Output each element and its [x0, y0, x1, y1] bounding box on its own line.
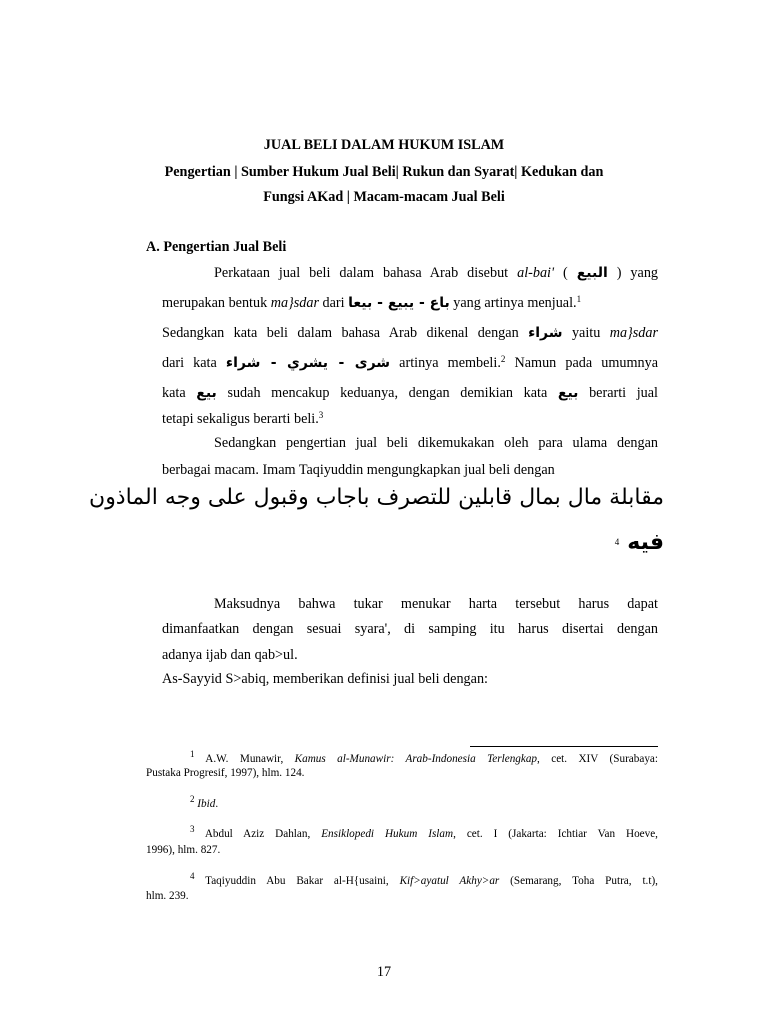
footnote-1-line-2: Pustaka Progresif, 1997), hlm. 124.: [146, 767, 305, 779]
page-number: 17: [376, 964, 392, 980]
arabic-word: شرى - يشري - شراء: [225, 355, 391, 371]
page-title: JUAL BELI DALAM HUKUM ISLAM: [263, 137, 505, 153]
paragraph-2-line-2: berbagai macam. Imam Taqiyuddin mengungkapkan jual beli dengan: [162, 462, 555, 478]
footnote-1-line-1: $^1$ A.W. Munawir, Kamus al-Munawir: Arab-Indonesia Terlengkap, cet. XIV (Surabaya:: [190, 749, 658, 765]
arabic-word: شراء: [528, 325, 563, 341]
footnote-ref-1: 1: [576, 294, 582, 304]
paragraph-2-line-1: Sedangkan pengertian jual beli dikemukakan oleh para ulama dengan: [214, 435, 658, 451]
subtitle-line-1: Pengertian | Sumber Hukum Jual Beli| Rukun dan Syarat| Kedukan dan: [164, 164, 604, 180]
paragraph-3-line-3: adanya ijab dan qab>ul.: [162, 647, 298, 663]
paragraph-1-line-4: dari kata شرى - يشري - شراء artinya membeli.$^2$ Namun pada umumnya: [162, 354, 658, 371]
paragraph-3-line-2: dimanfaatkan dengan sesuai syara', di samping itu harus disertai dengan: [162, 621, 658, 637]
paragraph-3-line-1: Maksudnya bahwa tukar menukar harta tersebut harus dapat: [214, 596, 658, 612]
arabic-word: البيع: [576, 265, 608, 281]
footnote-2: $^2$ Ibid.: [190, 794, 219, 810]
footnote-ref-2: 2: [500, 354, 506, 364]
footnote-ref-3: 3: [318, 410, 324, 420]
arabic-quote-line-2: $^4$ فيه: [614, 530, 664, 555]
arabic-word: بيع: [557, 385, 579, 401]
paragraph-4: As-Sayyid S>abiq, memberikan definisi jual beli dengan:: [162, 671, 488, 687]
arabic-quote-line-1: مقابلة مال بمال قابلين للتصرف باجاب وقبول على وجه الماذون: [89, 485, 664, 510]
paragraph-1-line-1: Perkataan jual beli dalam bahasa Arab disebut al-bai' ( البيع ) yang: [214, 265, 659, 281]
footnote-ref-4: 4: [614, 537, 620, 547]
footnote-4-line-2: hlm. 239.: [146, 890, 189, 902]
footnote-3-line-2: 1996), hlm. 827.: [146, 844, 221, 856]
footnote-separator: [470, 746, 658, 747]
paragraph-1-line-3: Sedangkan kata beli dalam bahasa Arab dikenal dengan شراء yaitu ma}sdar: [162, 325, 658, 341]
arabic-word: باع - يبيع - بيعا: [348, 295, 450, 311]
paragraph-1-line-5: kata بيع sudah mencakup keduanya, dengan demikian kata بيع berarti jual: [162, 385, 659, 401]
arabic-word: بيع: [196, 385, 217, 401]
paragraph-1-line-2: merupakan bentuk ma}sdar dari باع - يبيع - بيعا yang artinya menjual.$^1$: [162, 294, 582, 311]
subtitle-line-2: Fungsi AKad | Macam-macam Jual Beli: [263, 189, 505, 205]
footnote-3-line-1: $^3$ Abdul Aziz Dahlan, Ensiklopedi Hukum Islam, cet. I (Jakarta: Ichtiar Van Hoeve,: [190, 824, 658, 840]
section-heading: A. Pengertian Jual Beli: [146, 239, 287, 255]
paragraph-1-line-6: tetapi sekaligus berarti beli.$^3$: [162, 410, 324, 427]
footnote-4-line-1: $^4$ Taqiyuddin Abu Bakar al-H{usaini, Kif>ayatul Akhy>ar (Semarang, Toha Putra, t.t),: [190, 871, 658, 887]
